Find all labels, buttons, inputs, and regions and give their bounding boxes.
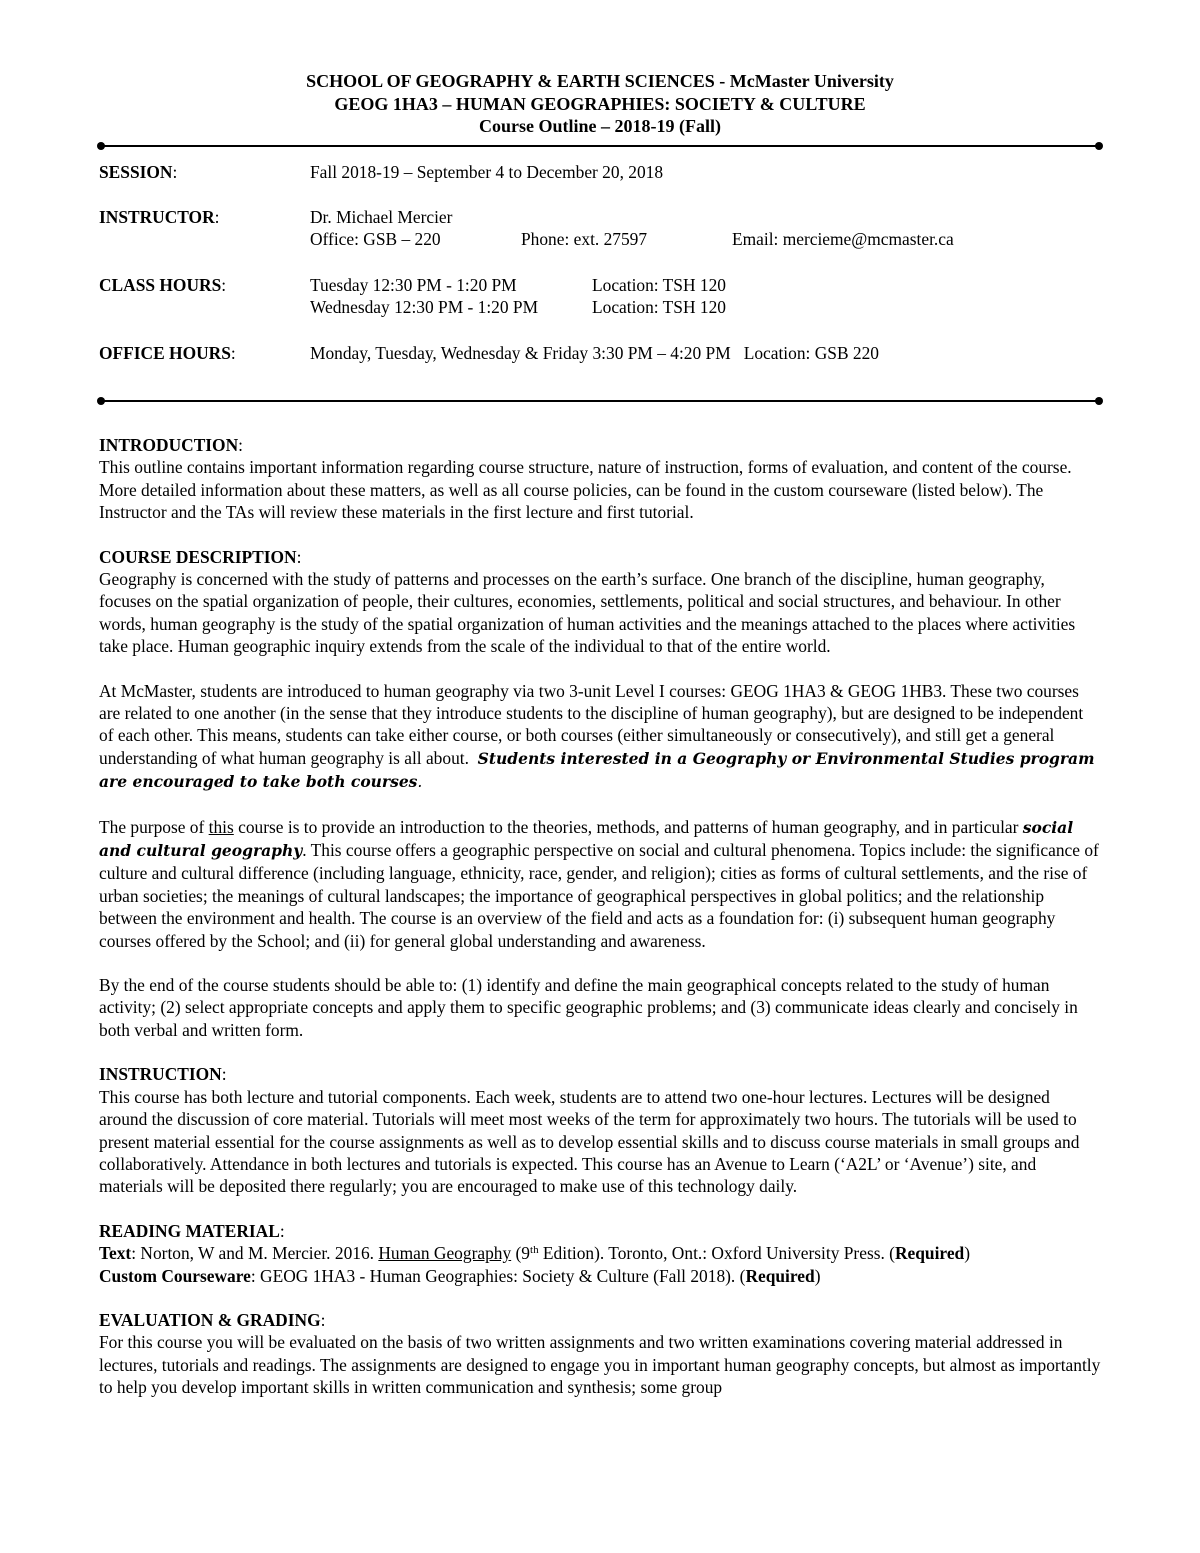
reading-text-label: Text xyxy=(99,1243,132,1264)
reading-text-title: Human Geography xyxy=(378,1243,512,1264)
reading-text-sup: th xyxy=(530,1244,539,1257)
colon: : xyxy=(230,342,236,363)
reading-text-a: : Norton, W and M. Mercier. 2016. xyxy=(131,1243,379,1264)
class-hours-row xyxy=(99,274,1101,319)
evaluation-body: For this course you will be evaluated on the basis of two written assignments and two written examinations covering material addressed in lectures, tutorials and readings. The assignments are designed to engage you in important human geography concepts, but almost as importantly to help you develop important skills in written communication and synthesis; some group xyxy=(99,1332,1101,1398)
class-1-location: Location: TSH 120 xyxy=(592,274,726,295)
course-outline-page xyxy=(99,70,1101,1399)
reading-courseware-close: ) xyxy=(814,1265,821,1286)
description-p2-end: . xyxy=(417,773,423,792)
course-info-block xyxy=(99,161,1101,364)
reading-text-c: Edition). Toronto, Ont.: Oxford University Press. ( xyxy=(538,1243,895,1264)
colon: : xyxy=(279,1220,285,1241)
reading-text-line xyxy=(99,1242,1101,1264)
description-p3-a: The purpose of xyxy=(99,816,209,837)
course-description-heading: COURSE DESCRIPTION xyxy=(99,546,297,567)
colon: : xyxy=(238,434,243,455)
class-hours-label: CLASS HOURS xyxy=(99,274,222,295)
instructor-phone: Phone: ext. 27597 xyxy=(521,229,648,250)
description-p3-b: course is to provide an introduction to the theories, methods, and patterns of human geography, and in particular xyxy=(233,816,1023,837)
reading-courseware-line xyxy=(99,1265,1101,1287)
class-2-location: Location: TSH 120 xyxy=(592,297,726,318)
class-2-time: Wednesday 12:30 PM - 1:20 PM xyxy=(310,297,539,318)
evaluation-heading: EVALUATION & GRADING xyxy=(99,1309,321,1330)
document-header xyxy=(99,70,1101,138)
office-hours-label: OFFICE HOURS xyxy=(99,342,231,363)
introduction-heading: INTRODUCTION xyxy=(99,434,239,455)
description-paragraph-3 xyxy=(99,816,1101,952)
office-hours-row xyxy=(99,342,1101,364)
evaluation-section xyxy=(99,1309,1101,1399)
header-line-school: SCHOOL OF GEOGRAPHY & EARTH SCIENCES - McMaster University xyxy=(306,71,894,91)
header-line-course: GEOG 1HA3 – HUMAN GEOGRAPHIES: SOCIETY & CULTURE xyxy=(334,93,866,114)
reading-text-b: (9 xyxy=(511,1243,531,1264)
course-description-section xyxy=(99,546,1101,1042)
instruction-heading: INSTRUCTION xyxy=(99,1064,222,1085)
introduction-section xyxy=(99,434,1101,524)
instructor-name: Dr. Michael Mercier xyxy=(310,206,453,227)
session-label: SESSION xyxy=(99,161,173,182)
description-p3-c: . This course offers a geographic perspective on social and cultural phenomena. Topics include: the significance of culture and cultural difference (including language, ethnicity, race, gender, and religion); cities as forms of cultural settlements, and the rise of urban societies; the meanings of cultural landscapes; the importance of geographical perspectives in global politics; and the relationship between the environment and health. The course is an overview of the field and acts as a foundation for: (i) subsequent human geography courses offered by the School; and (ii) for general global understanding and awareness. xyxy=(99,840,1099,951)
office-hours-location: Location: GSB 220 xyxy=(743,342,879,363)
description-paragraph-1: Geography is concerned with the study of patterns and processes on the earth’s surface. One branch of the discipline, human geography, focuses on the spatial organization of people, their cultures, economies, settlements, political and social structures, and behaviour. In other words, human geography is the study of the spatial organization of human activities and the meanings attached to the places where activities take place. Human geographic inquiry extends from the scale of the individual to that of the entire world. xyxy=(99,568,1076,657)
colon: : xyxy=(296,546,302,567)
class-1-time: Tuesday 12:30 PM - 1:20 PM xyxy=(310,274,517,295)
instructor-email[interactable]: Email: mercieme@mcmaster.ca xyxy=(732,229,954,250)
reading-material-heading: READING MATERIAL xyxy=(99,1220,280,1241)
reading-courseware-a: : GEOG 1HA3 - Human Geographies: Society & Culture (Fall 2018). ( xyxy=(250,1265,746,1286)
colon: : xyxy=(320,1309,326,1330)
colon: : xyxy=(172,161,178,182)
instruction-section xyxy=(99,1063,1101,1197)
description-paragraph-4: By the end of the course students should be able to: (1) identify and define the main geographical concepts related to the study of human activity; (2) select appropriate concepts and apply them to specific geographic problems; and (3) communicate ideas clearly and concisely in both verbal and written form. xyxy=(99,975,1078,1040)
top-divider xyxy=(99,145,1101,147)
description-p3-bold: social and cultural geography xyxy=(99,817,1074,861)
description-p2-text: At McMaster, students are introduced to human geography via two 3-unit Level I courses: GEOG 1HA3 & GEOG 1HB3. These two courses are related to one another (in the sense that they introduce students to the discipline of human geography), but are designed to be independent of each other. This means, students can take either course, or both courses (either simultaneously or consecutively), and still get a general understanding of what human geography is all about. xyxy=(99,680,1084,768)
reading-courseware-label: Custom Courseware xyxy=(99,1265,251,1286)
description-paragraph-2 xyxy=(99,680,1101,794)
session-value: Fall 2018-19 – September 4 to December 20, 2018 xyxy=(310,161,664,182)
colon: : xyxy=(221,1064,227,1085)
description-p2-italic: Students interested in a Geography or Environmental Studies program are encouraged to take both courses xyxy=(99,748,1095,792)
colon: : xyxy=(214,206,220,227)
office-hours-value: Monday, Tuesday, Wednesday & Friday 3:30 PM – 4:20 PM xyxy=(310,342,731,363)
description-p3-this: this xyxy=(208,816,234,837)
reading-text-close: ) xyxy=(964,1243,971,1264)
reading-text-required: Required xyxy=(894,1243,965,1264)
instructor-row xyxy=(99,206,1101,251)
session-row xyxy=(99,161,1101,183)
introduction-body: This outline contains important information regarding course structure, nature of instruction, forms of evaluation, and content of the course. More detailed information about these matters, as well as all course policies, can be found in the custom courseware (listed below). The Instructor and the TAs will review these materials in the first lecture and first tutorial. xyxy=(99,457,1072,523)
reading-courseware-required: Required xyxy=(745,1265,815,1286)
instructor-office: Office: GSB – 220 xyxy=(310,229,441,250)
instructor-label: INSTRUCTOR xyxy=(99,206,215,227)
instruction-body: This course has both lecture and tutorial components. Each week, students are to attend two one-hour lectures. Lectures will be designed around the discussion of core material. Tutorials will meet most weeks of the term for approximately two hours. The tutorials will be used to present material essential for the course assignments as well as to develop essential skills and to discuss course materials in small groups and collaboratively. Attendance in both lectures and tutorials is expected. This course has an Avenue to Learn (‘A2L’ or ‘Avenue’) site, and materials will be deposited there regularly; you are encouraged to make use of this technology daily. xyxy=(99,1086,1080,1197)
header-line-outline: Course Outline – 2018-19 (Fall) xyxy=(479,116,721,136)
colon: : xyxy=(221,274,227,295)
bottom-divider xyxy=(99,400,1101,402)
reading-material-section xyxy=(99,1220,1101,1287)
